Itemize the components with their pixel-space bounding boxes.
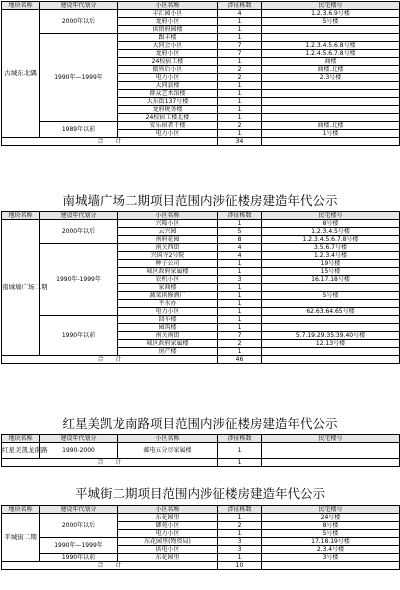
col-community: 小区名称 (118, 506, 218, 514)
total-label: 合 计 (2, 138, 218, 146)
table-header-row (2, 2, 400, 10)
community-cell: 东花园里 (118, 514, 218, 522)
table-red-star-macalline-south (1, 434, 400, 467)
count-cell: 1 (218, 316, 262, 324)
count-cell: 1 (218, 26, 262, 34)
numbers-cell: 1.2.3.6.9号楼 (262, 10, 400, 18)
count-cell: 1 (218, 300, 262, 308)
numbers-cell: 8号楼 (262, 522, 400, 530)
table-row (2, 122, 400, 130)
community-cell: 南府花园 (118, 236, 218, 244)
table-row (2, 220, 400, 228)
col-building-numbers: 民宅楼号 (262, 212, 400, 220)
table-header-row (2, 212, 400, 220)
numbers-cell (262, 82, 400, 90)
section-title: 红星美凯龙南路项目范围内涉征楼房建造年代公示 (62, 416, 338, 431)
community-cell: 平水办 (118, 300, 218, 308)
count-cell: 1 (218, 260, 262, 268)
numbers-cell: 12.13号楼 (262, 340, 400, 348)
count-cell: 1 (218, 308, 262, 316)
community-cell: 邮电五分尽家属楼 (118, 443, 218, 459)
table-row (2, 514, 400, 522)
count-cell: 3 (218, 276, 262, 284)
community-cell: 回车楼 (118, 316, 218, 324)
numbers-cell (262, 34, 400, 42)
total-label: 合 计 (2, 562, 218, 570)
numbers-cell: 3号楼 (262, 554, 400, 562)
period-cell: 1990年以前 (40, 316, 118, 356)
numbers-cell (262, 90, 400, 98)
community-cell: 农机小区 (118, 276, 218, 284)
section-title: 平城街二期项目范围内涉征楼房建造年代公示 (74, 486, 325, 501)
community-cell: 群众艺术馆楼 (118, 90, 218, 98)
numbers-cell: 62.63.64.65号楼 (262, 308, 400, 316)
period-cell: 2000年以后 (40, 10, 118, 34)
total-value: 34 (218, 138, 262, 146)
numbers-cell: 19号楼 (262, 260, 400, 268)
plot-name-cell: 平城街二期 (2, 514, 40, 562)
col-building-numbers: 民宅楼号 (262, 2, 400, 10)
community-cell: 电力小区 (118, 530, 218, 538)
numbers-cell: 3.5.6.7号楼 (262, 244, 400, 252)
table-row (2, 538, 400, 546)
community-cell: 龙府小区 (118, 18, 218, 26)
total-label: 合 计 (2, 459, 218, 467)
numbers-cell: 1.2.3.4.5号楼 (262, 228, 400, 236)
table-row (2, 34, 400, 42)
numbers-cell: 1.2.3.4号楼 (262, 252, 400, 260)
numbers-cell: 1号楼 (262, 130, 400, 138)
count-cell: 1 (218, 220, 262, 228)
community-cell: 东花园里(物资局) (118, 538, 218, 546)
numbers-cell: 17.18.19号楼 (262, 538, 400, 546)
plot-name-cell: 古城东北隅 (2, 10, 40, 138)
count-cell: 1 (218, 348, 262, 356)
community-cell: 跟丰楼 (118, 34, 218, 42)
count-cell: 7 (218, 50, 262, 58)
community-cell: 蔬菜供修酒厂 (118, 292, 218, 300)
numbers-cell (262, 316, 400, 324)
numbers-cell: 1.2.4.5.6.7.8号楼 (262, 50, 400, 58)
community-cell: 园筑楼 (118, 324, 218, 332)
col-building-count: 涉征栋数 (218, 435, 262, 443)
col-community: 小区名称 (118, 212, 218, 220)
plot-name-cell: 南城墙广场二期 (2, 220, 40, 356)
numbers-cell: 商楼.北楼 (262, 66, 400, 74)
col-building-numbers: 民宅楼号 (262, 435, 400, 443)
count-cell: 4 (218, 244, 262, 252)
count-cell: 1 (218, 554, 262, 562)
community-cell: 东花园里 (118, 554, 218, 562)
numbers-cell: 24号楼 (262, 514, 400, 522)
total-value: 1 (218, 459, 262, 467)
community-cell: 大东街137号楼 (118, 98, 218, 106)
count-cell: 1 (218, 34, 262, 42)
period-cell: 2000年以后 (40, 514, 118, 538)
count-cell: 3 (218, 538, 262, 546)
community-cell: 龙府税务楼 (118, 106, 218, 114)
col-plot-name: 地块名称 (2, 435, 40, 443)
count-cell: 8 (218, 236, 262, 244)
numbers-cell (262, 324, 400, 332)
total-value: 10 (218, 562, 262, 570)
count-cell: 1 (218, 284, 262, 292)
total-row (2, 562, 400, 570)
community-cell: 城区政府家属楼 (118, 340, 218, 348)
col-community: 小区名称 (118, 435, 218, 443)
total-row (2, 459, 400, 467)
numbers-cell: 8号楼 (262, 220, 400, 228)
count-cell: 1 (218, 114, 262, 122)
community-cell: 24校宿工楼 (118, 58, 218, 66)
numbers-cell: 5号楼 (262, 18, 400, 26)
count-cell: 5 (218, 228, 262, 236)
col-plot-name: 地块名称 (2, 506, 40, 514)
count-cell: 2 (218, 522, 262, 530)
community-cell: 御苑小区 (118, 522, 218, 530)
numbers-cell (262, 106, 400, 114)
count-cell: 1 (218, 18, 262, 26)
community-cell: 南关西街 (118, 244, 218, 252)
col-building-numbers: 民宅楼号 (262, 506, 400, 514)
period-cell: 1990年-1999年 (40, 244, 118, 316)
community-cell: 电力小区 (118, 74, 218, 82)
table-row (2, 316, 400, 324)
table-row (2, 443, 400, 459)
numbers-cell (262, 98, 400, 106)
col-period: 建设年代划分 (40, 435, 118, 443)
numbers-cell: 1.2.3.4.5.6.8号楼 (262, 42, 400, 50)
community-cell: 丰汇园小区 (118, 10, 218, 18)
count-cell: 1 (218, 130, 262, 138)
numbers-cell: 16.17.18号楼 (262, 276, 400, 284)
count-cell: 2 (218, 122, 262, 130)
community-cell: 电力小区 (118, 308, 218, 316)
total-row (2, 356, 400, 364)
numbers-cell: 2.3.4号楼 (262, 546, 400, 554)
community-cell: 电力小区 (118, 130, 218, 138)
col-plot-name: 地块名称 (2, 2, 40, 10)
period-cell: 1990年—1999年 (40, 538, 118, 554)
numbers-cell: 5号楼 (262, 292, 400, 300)
col-period: 建设年代划分 (40, 2, 118, 10)
count-cell: 1 (218, 90, 262, 98)
table-pingcheng-street (1, 505, 400, 570)
count-cell: 1 (218, 106, 262, 114)
col-building-count: 涉征栋数 (218, 506, 262, 514)
numbers-cell (262, 443, 400, 459)
period-cell: 1990-2000 (40, 443, 118, 459)
total-row (2, 138, 400, 146)
col-period: 建设年代划分 (40, 506, 118, 514)
count-cell: 1 (218, 324, 262, 332)
count-cell: 1 (218, 82, 262, 90)
count-cell: 3 (218, 546, 262, 554)
table-header-row (2, 435, 400, 443)
community-cell: 安乐宿者干楼 (118, 122, 218, 130)
count-cell: 1 (218, 443, 262, 459)
count-cell: 4 (218, 10, 262, 18)
community-cell: 供电小区 (118, 546, 218, 554)
community-cell: 大同县楼 (118, 82, 218, 90)
community-cell: 种子公司 (118, 260, 218, 268)
community-cell: 供销府园楼 (118, 26, 218, 34)
numbers-cell: 5.7.19.29.35.39.40号楼 (262, 332, 400, 340)
count-cell: 7 (218, 332, 262, 340)
numbers-cell: 商楼 (262, 58, 400, 66)
numbers-cell: 2.3号楼 (262, 74, 400, 82)
community-cell: 南关南街 (118, 332, 218, 340)
community-cell: 龙府小区 (118, 50, 218, 58)
period-cell: 1989年以前 (40, 122, 118, 138)
numbers-cell: 商楼.北楼 (262, 122, 400, 130)
numbers-cell (262, 300, 400, 308)
count-cell: 1 (218, 268, 262, 276)
community-cell: 24校宿工楼北楼 (118, 114, 218, 122)
numbers-cell (262, 114, 400, 122)
count-cell: 2 (218, 340, 262, 348)
community-cell: 兴隆小区 (118, 220, 218, 228)
community-cell: 兴国寺2号院 (118, 252, 218, 260)
community-cell: 傲皆后小区 (118, 66, 218, 74)
table-row (2, 10, 400, 18)
count-cell: 7 (218, 42, 262, 50)
period-cell: 1990年—1999年 (40, 34, 118, 122)
community-cell: 房产楼 (118, 348, 218, 356)
table-header-row (2, 506, 400, 514)
numbers-cell: 5号楼 (262, 530, 400, 538)
numbers-cell (262, 348, 400, 356)
numbers-cell: 1.2.3.4.5.6.7.8号楼 (262, 236, 400, 244)
period-cell: 2000年以后 (40, 220, 118, 244)
table-gucheng-northeast (1, 1, 400, 146)
plot-name-cell: 红星美凯龙南路 (2, 443, 40, 459)
numbers-cell: 15号楼 (262, 268, 400, 276)
col-building-count: 涉征栋数 (218, 2, 262, 10)
count-cell: 1 (218, 98, 262, 106)
community-cell: 家商楼 (118, 284, 218, 292)
period-cell: 1990年以前 (40, 554, 118, 562)
numbers-cell (262, 26, 400, 34)
col-building-count: 涉征栋数 (218, 212, 262, 220)
count-cell: 1 (218, 292, 262, 300)
count-cell: 2 (218, 66, 262, 74)
col-plot-name: 地块名称 (2, 212, 40, 220)
section-title: 南城墙广场二期项目范围内涉征楼房建造年代公示 (62, 193, 338, 208)
numbers-cell (262, 284, 400, 292)
community-cell: 云兴园 (118, 228, 218, 236)
table-south-wall-plaza (1, 211, 400, 364)
count-cell: 2 (218, 74, 262, 82)
col-community: 小区名称 (118, 2, 218, 10)
col-period: 建设年代划分 (40, 212, 118, 220)
total-label: 合 计 (2, 356, 218, 364)
count-cell: 1 (218, 58, 262, 66)
table-row (2, 244, 400, 252)
total-value: 46 (218, 356, 262, 364)
count-cell: 4 (218, 252, 262, 260)
community-cell: 城区政府家属楼 (118, 268, 218, 276)
community-cell: 大同会小区 (118, 42, 218, 50)
count-cell: 1 (218, 514, 262, 522)
table-row (2, 554, 400, 562)
count-cell: 1 (218, 530, 262, 538)
